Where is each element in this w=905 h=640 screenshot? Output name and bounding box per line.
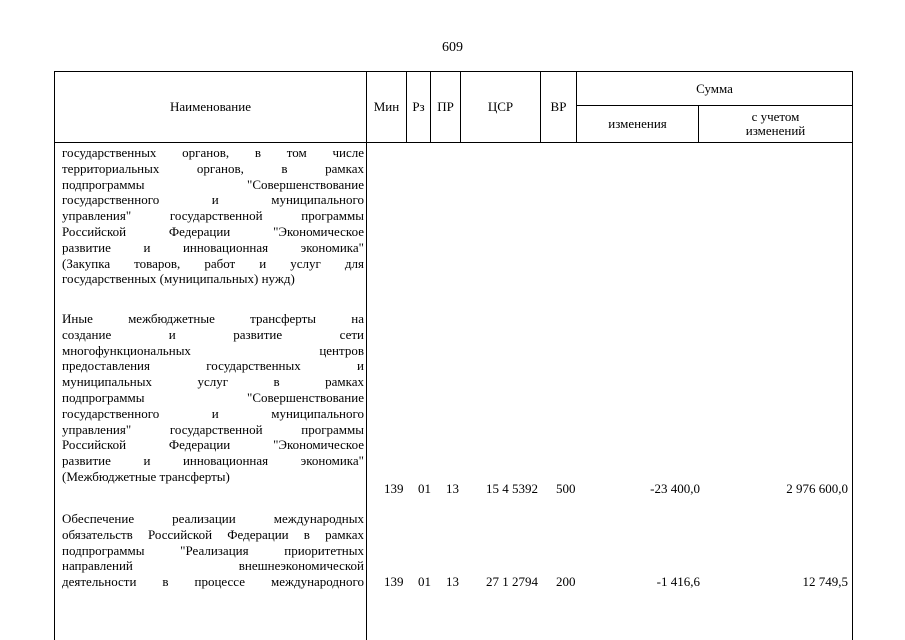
row-line: создание и развитие сети [62, 326, 364, 342]
row-line: Российской Федерации "Экономическое [62, 223, 364, 239]
header-with-change-line2: изменений [745, 123, 806, 138]
row-line: подпрограммы "Реализация приоритетных [62, 542, 364, 558]
row-line: Обеспечение реализации международных [62, 511, 364, 526]
row-line: развитие и инновационная экономика" [62, 239, 364, 255]
row-line: многофункциональных центров [62, 342, 364, 358]
row-description [62, 145, 364, 287]
cell-csr: 15 4 5392 [486, 481, 538, 496]
header-rz: Рз [407, 72, 431, 143]
row-line: подпрограммы "Совершенствование [62, 389, 364, 405]
cell-min: 139 [384, 481, 404, 496]
cell-total: 12 749,5 [802, 574, 848, 589]
header-csr: ЦСР [461, 72, 541, 143]
cell-min: 139 [384, 574, 404, 589]
cell-vr: 500 [556, 481, 576, 496]
table-body [54, 143, 852, 640]
row-line: территориальных органов, в рамках [62, 160, 364, 176]
row-line: (Закупка товаров, работ и услуг для [62, 255, 364, 271]
header-change: изменения [577, 106, 699, 143]
row-line: управления" государственной программы [62, 208, 364, 224]
cell-change: -23 400,0 [650, 481, 700, 496]
row-line: управления" государственной программы [62, 421, 364, 437]
row-line: предоставления государственных и [62, 358, 364, 374]
row-line: развитие и инновационная экономика" [62, 453, 364, 469]
cell-rz: 01 [418, 481, 431, 496]
row-line: государственного и муниципального [62, 192, 364, 208]
row-line: (Межбюджетные трансферты) [62, 468, 230, 484]
header-min: Мин [367, 72, 407, 143]
header-pr: ПР [431, 72, 461, 143]
header-with-change [699, 106, 853, 143]
cell-change: -1 416,6 [656, 574, 700, 589]
cell-rz: 01 [418, 574, 431, 589]
row-description [62, 511, 364, 590]
cell-pr: 13 [446, 481, 459, 496]
row-description [62, 311, 364, 485]
row-line: государственного и муниципального [62, 405, 364, 421]
cell-total: 2 976 600,0 [786, 481, 848, 496]
cell-csr: 27 1 2794 [486, 574, 538, 589]
row-line: Российской Федерации "Экономическое [62, 437, 364, 453]
row-line: государственных органов, в том числе [62, 145, 364, 160]
header-sum: Сумма [577, 72, 853, 106]
header-name: Наименование [55, 72, 367, 143]
row-line: государственных (муниципальных) нужд) [62, 271, 295, 287]
header-with-change-line1: с учетом [751, 109, 800, 124]
header-vr: ВР [541, 72, 577, 143]
row-line: деятельности в процессе международного [62, 574, 364, 590]
row-line: направлений внешнеэкономической [62, 558, 364, 574]
row-line: подпрограммы "Совершенствование [62, 176, 364, 192]
row-line: муниципальных услуг в рамках [62, 374, 364, 390]
page-number: 609 [442, 40, 463, 55]
cell-vr: 200 [556, 574, 576, 589]
table-header [54, 71, 853, 143]
row-line: Иные межбюджетные трансферты на [62, 311, 364, 326]
row-line: обязательств Российской Федерации в рамках [62, 526, 364, 542]
cell-pr: 13 [446, 574, 459, 589]
